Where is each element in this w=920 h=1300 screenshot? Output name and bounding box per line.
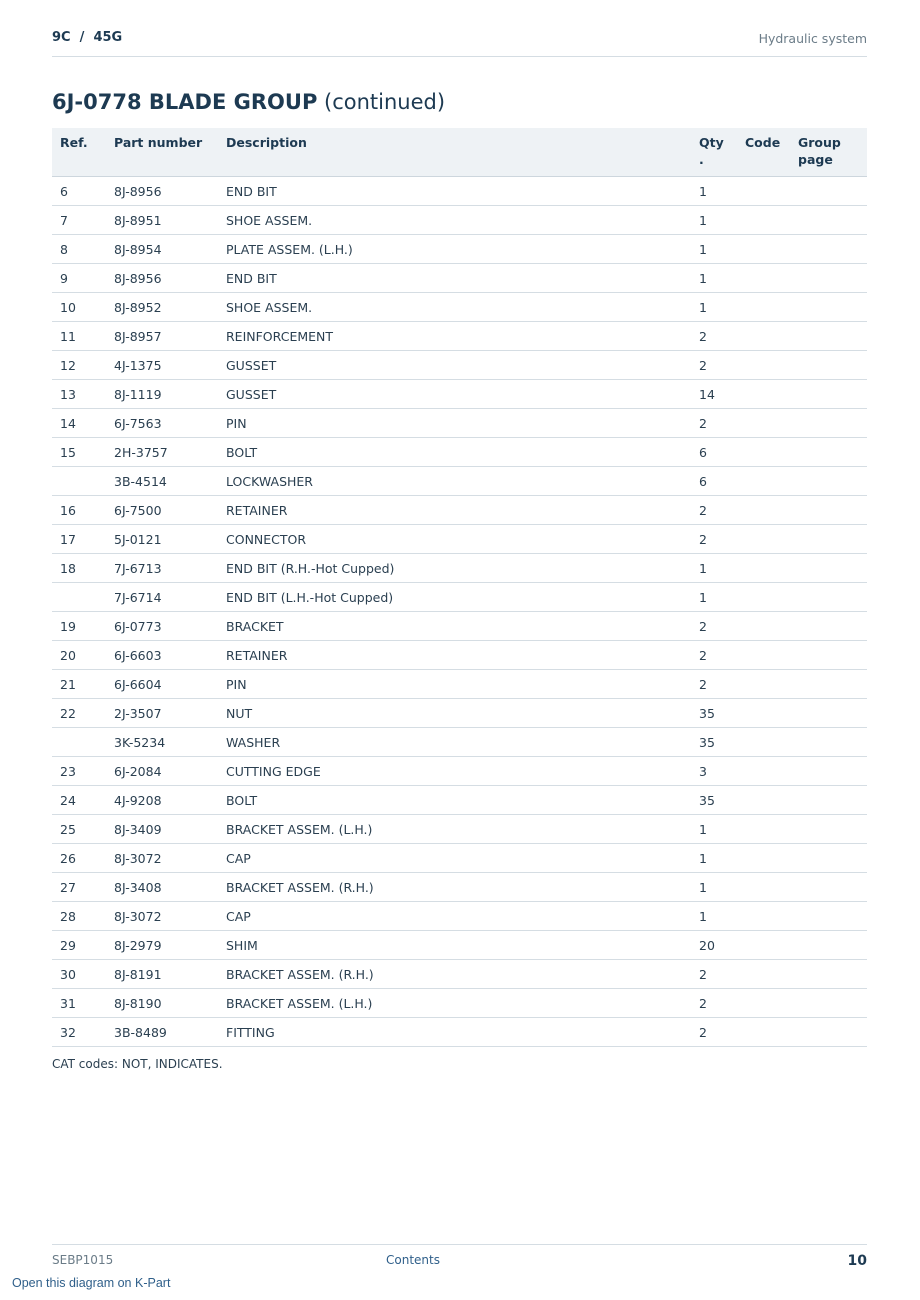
ref-cell: 13 — [52, 380, 106, 409]
qty-cell: 6 — [691, 467, 737, 496]
group-title: 6J-0778 BLADE GROUP — [52, 90, 318, 114]
table-row — [52, 960, 867, 989]
part-number-cell: 8J-8952 — [106, 293, 218, 322]
part-number-cell: 2J-3507 — [106, 699, 218, 728]
code-cell — [737, 206, 790, 235]
qty-cell: 2 — [691, 496, 737, 525]
table-row — [52, 641, 867, 670]
group-page-cell — [790, 728, 867, 757]
qty-cell: 1 — [691, 293, 737, 322]
qty-cell: 1 — [691, 264, 737, 293]
group-page-cell — [790, 351, 867, 380]
ref-cell: 9 — [52, 264, 106, 293]
qty-cell: 2 — [691, 525, 737, 554]
ref-cell: 32 — [52, 1018, 106, 1047]
qty-cell: 1 — [691, 873, 737, 902]
table-row — [52, 583, 867, 612]
ref-cell: 8 — [52, 235, 106, 264]
code-cell — [737, 322, 790, 351]
description-cell: END BIT (R.H.-Hot Cupped) — [218, 554, 691, 583]
code-cell — [737, 670, 790, 699]
description-cell: BRACKET ASSEM. (R.H.) — [218, 960, 691, 989]
part-number-cell: 8J-8951 — [106, 206, 218, 235]
code-cell — [737, 931, 790, 960]
column-header-ref: Ref. — [52, 128, 106, 177]
table-row — [52, 786, 867, 815]
part-number-cell: 6J-0773 — [106, 612, 218, 641]
ref-cell: 19 — [52, 612, 106, 641]
ref-cell: 12 — [52, 351, 106, 380]
table-row — [52, 206, 867, 235]
qty-cell: 2 — [691, 351, 737, 380]
group-page-cell — [790, 960, 867, 989]
ref-cell: 16 — [52, 496, 106, 525]
description-cell: BRACKET ASSEM. (L.H.) — [218, 989, 691, 1018]
part-number-cell: 6J-6604 — [106, 670, 218, 699]
group-page-cell — [790, 264, 867, 293]
qty-cell: 35 — [691, 699, 737, 728]
description-cell: RETAINER — [218, 641, 691, 670]
description-cell: END BIT — [218, 177, 691, 206]
code-cell — [737, 1018, 790, 1047]
code-cell — [737, 902, 790, 931]
code-cell — [737, 496, 790, 525]
qty-cell: 1 — [691, 583, 737, 612]
table-row — [52, 612, 867, 641]
part-number-cell: 8J-3072 — [106, 844, 218, 873]
qty-cell: 2 — [691, 322, 737, 351]
description-cell: SHIM — [218, 931, 691, 960]
ref-cell: 14 — [52, 409, 106, 438]
group-page-cell — [790, 496, 867, 525]
table-row — [52, 380, 867, 409]
code-cell — [737, 264, 790, 293]
ref-cell: 6 — [52, 177, 106, 206]
table-row — [52, 757, 867, 786]
group-page-cell — [790, 177, 867, 206]
part-number-cell: 8J-3072 — [106, 902, 218, 931]
code-cell — [737, 293, 790, 322]
group-page-cell — [790, 380, 867, 409]
table-row — [52, 902, 867, 931]
qty-cell: 35 — [691, 786, 737, 815]
ref-cell: 7 — [52, 206, 106, 235]
ref-cell: 27 — [52, 873, 106, 902]
table-row — [52, 177, 867, 206]
group-page-cell — [790, 641, 867, 670]
description-cell: END BIT — [218, 264, 691, 293]
table-row — [52, 351, 867, 380]
parts-table — [52, 128, 867, 1047]
group-page-cell — [790, 873, 867, 902]
code-cell — [737, 989, 790, 1018]
title-suffix: (continued) — [324, 90, 446, 114]
description-cell: PIN — [218, 409, 691, 438]
table-row — [52, 496, 867, 525]
code-cell — [737, 438, 790, 467]
group-page-cell — [790, 438, 867, 467]
code-cell — [737, 351, 790, 380]
part-number-cell: 4J-1375 — [106, 351, 218, 380]
group-page-cell — [790, 467, 867, 496]
description-cell: REINFORCEMENT — [218, 322, 691, 351]
description-cell: CAP — [218, 844, 691, 873]
ref-cell — [52, 583, 106, 612]
ref-cell: 10 — [52, 293, 106, 322]
table-row — [52, 1018, 867, 1047]
table-row — [52, 728, 867, 757]
table-row — [52, 989, 867, 1018]
qty-cell: 2 — [691, 612, 737, 641]
ref-cell: 30 — [52, 960, 106, 989]
table-row — [52, 438, 867, 467]
table-row — [52, 293, 867, 322]
code-cell — [737, 641, 790, 670]
description-cell: CONNECTOR — [218, 525, 691, 554]
code-cell — [737, 467, 790, 496]
part-number-cell: 2H-3757 — [106, 438, 218, 467]
kpart-diagram-link[interactable]: Open this diagram on K-Part — [12, 1276, 171, 1290]
column-header-group-page: Group page — [790, 128, 867, 177]
code-cell — [737, 612, 790, 641]
page-title — [52, 90, 445, 114]
description-cell: GUSSET — [218, 351, 691, 380]
ref-cell: 11 — [52, 322, 106, 351]
part-number-cell: 6J-7563 — [106, 409, 218, 438]
doc-id: SEBP1015 — [52, 1253, 114, 1267]
qty-cell: 1 — [691, 235, 737, 264]
table-row — [52, 844, 867, 873]
group-page-cell — [790, 612, 867, 641]
code-cell — [737, 844, 790, 873]
group-page-cell — [790, 699, 867, 728]
qty-cell: 14 — [691, 380, 737, 409]
part-number-cell: 8J-8956 — [106, 264, 218, 293]
table-row — [52, 409, 867, 438]
table-row — [52, 931, 867, 960]
group-page-cell — [790, 844, 867, 873]
code-cell — [737, 728, 790, 757]
ref-cell: 15 — [52, 438, 106, 467]
description-cell: BOLT — [218, 786, 691, 815]
group-page-cell — [790, 293, 867, 322]
model-label: 9C / 45G — [52, 30, 123, 45]
group-page-cell — [790, 525, 867, 554]
part-number-cell: 8J-8191 — [106, 960, 218, 989]
column-header-description: Description — [218, 128, 691, 177]
group-page-cell — [790, 322, 867, 351]
table-row — [52, 699, 867, 728]
description-cell: PIN — [218, 670, 691, 699]
part-number-cell: 3B-8489 — [106, 1018, 218, 1047]
group-page-cell — [790, 554, 867, 583]
code-cell — [737, 815, 790, 844]
description-cell: LOCKWASHER — [218, 467, 691, 496]
group-page-cell — [790, 235, 867, 264]
code-cell — [737, 235, 790, 264]
code-cell — [737, 380, 790, 409]
code-cell — [737, 786, 790, 815]
page-number: 10 — [847, 1253, 867, 1269]
description-cell: FITTING — [218, 1018, 691, 1047]
code-cell — [737, 873, 790, 902]
code-cell — [737, 960, 790, 989]
ref-cell: 22 — [52, 699, 106, 728]
qty-cell: 1 — [691, 206, 737, 235]
code-cell — [737, 583, 790, 612]
part-number-cell: 8J-1119 — [106, 380, 218, 409]
page-footer — [52, 1244, 867, 1275]
qty-cell: 2 — [691, 989, 737, 1018]
description-cell: SHOE ASSEM. — [218, 293, 691, 322]
qty-cell: 35 — [691, 728, 737, 757]
group-page-cell — [790, 206, 867, 235]
ref-cell: 24 — [52, 786, 106, 815]
description-cell: END BIT (L.H.-Hot Cupped) — [218, 583, 691, 612]
table-row — [52, 873, 867, 902]
part-number-cell: 8J-8190 — [106, 989, 218, 1018]
code-cell — [737, 699, 790, 728]
description-cell: BRACKET ASSEM. (R.H.) — [218, 873, 691, 902]
section-label: Hydraulic system — [758, 31, 867, 46]
qty-cell: 3 — [691, 757, 737, 786]
qty-cell: 2 — [691, 670, 737, 699]
table-row — [52, 815, 867, 844]
group-page-cell — [790, 409, 867, 438]
part-number-cell: 7J-6714 — [106, 583, 218, 612]
table-row — [52, 264, 867, 293]
qty-cell: 1 — [691, 177, 737, 206]
code-cell — [737, 757, 790, 786]
code-cell — [737, 409, 790, 438]
table-row — [52, 322, 867, 351]
code-cell — [737, 177, 790, 206]
part-number-cell: 5J-0121 — [106, 525, 218, 554]
part-number-cell: 3K-5234 — [106, 728, 218, 757]
ref-cell: 17 — [52, 525, 106, 554]
table-row — [52, 670, 867, 699]
qty-cell: 1 — [691, 844, 737, 873]
qty-cell: 6 — [691, 438, 737, 467]
part-number-cell: 8J-8957 — [106, 322, 218, 351]
table-row — [52, 525, 867, 554]
group-page-cell — [790, 757, 867, 786]
part-number-cell: 4J-9208 — [106, 786, 218, 815]
group-page-cell — [790, 670, 867, 699]
table-header-row — [52, 128, 867, 177]
description-cell: PLATE ASSEM. (L.H.) — [218, 235, 691, 264]
part-number-cell: 8J-3409 — [106, 815, 218, 844]
group-page-cell — [790, 931, 867, 960]
ref-cell: 21 — [52, 670, 106, 699]
qty-cell: 1 — [691, 554, 737, 583]
column-header-part-number: Part number — [106, 128, 218, 177]
code-cell — [737, 554, 790, 583]
part-number-cell: 6J-2084 — [106, 757, 218, 786]
group-page-cell — [790, 989, 867, 1018]
ref-cell — [52, 728, 106, 757]
description-cell: BRACKET — [218, 612, 691, 641]
part-number-cell: 3B-4514 — [106, 467, 218, 496]
qty-cell: 2 — [691, 409, 737, 438]
ref-cell — [52, 467, 106, 496]
group-page-cell — [790, 786, 867, 815]
group-page-cell — [790, 902, 867, 931]
ref-cell: 28 — [52, 902, 106, 931]
description-cell: BOLT — [218, 438, 691, 467]
part-number-cell: 7J-6713 — [106, 554, 218, 583]
contents-link[interactable]: Contents — [386, 1253, 440, 1267]
part-number-cell: 6J-6603 — [106, 641, 218, 670]
ref-cell: 29 — [52, 931, 106, 960]
ref-cell: 25 — [52, 815, 106, 844]
page-header — [52, 28, 867, 57]
qty-cell: 2 — [691, 1018, 737, 1047]
ref-cell: 26 — [52, 844, 106, 873]
code-cell — [737, 525, 790, 554]
description-cell: CAP — [218, 902, 691, 931]
table-row — [52, 235, 867, 264]
qty-cell: 1 — [691, 902, 737, 931]
cat-codes-note: CAT codes: NOT, INDICATES. — [52, 1057, 223, 1071]
ref-cell: 20 — [52, 641, 106, 670]
ref-cell: 23 — [52, 757, 106, 786]
group-page-cell — [790, 583, 867, 612]
description-cell: GUSSET — [218, 380, 691, 409]
column-header-code: Code — [737, 128, 790, 177]
qty-cell: 20 — [691, 931, 737, 960]
description-cell: WASHER — [218, 728, 691, 757]
part-number-cell: 6J-7500 — [106, 496, 218, 525]
ref-cell: 18 — [52, 554, 106, 583]
table-row — [52, 467, 867, 496]
ref-cell: 31 — [52, 989, 106, 1018]
group-page-cell — [790, 815, 867, 844]
part-number-cell: 8J-3408 — [106, 873, 218, 902]
description-cell: CUTTING EDGE — [218, 757, 691, 786]
column-header-qty: Qty . — [691, 128, 737, 177]
qty-cell: 2 — [691, 641, 737, 670]
qty-cell: 2 — [691, 960, 737, 989]
description-cell: SHOE ASSEM. — [218, 206, 691, 235]
part-number-cell: 8J-8956 — [106, 177, 218, 206]
group-page-cell — [790, 1018, 867, 1047]
qty-cell: 1 — [691, 815, 737, 844]
description-cell: RETAINER — [218, 496, 691, 525]
table-row — [52, 554, 867, 583]
description-cell: BRACKET ASSEM. (L.H.) — [218, 815, 691, 844]
part-number-cell: 8J-8954 — [106, 235, 218, 264]
part-number-cell: 8J-2979 — [106, 931, 218, 960]
description-cell: NUT — [218, 699, 691, 728]
table-body — [52, 177, 867, 1047]
